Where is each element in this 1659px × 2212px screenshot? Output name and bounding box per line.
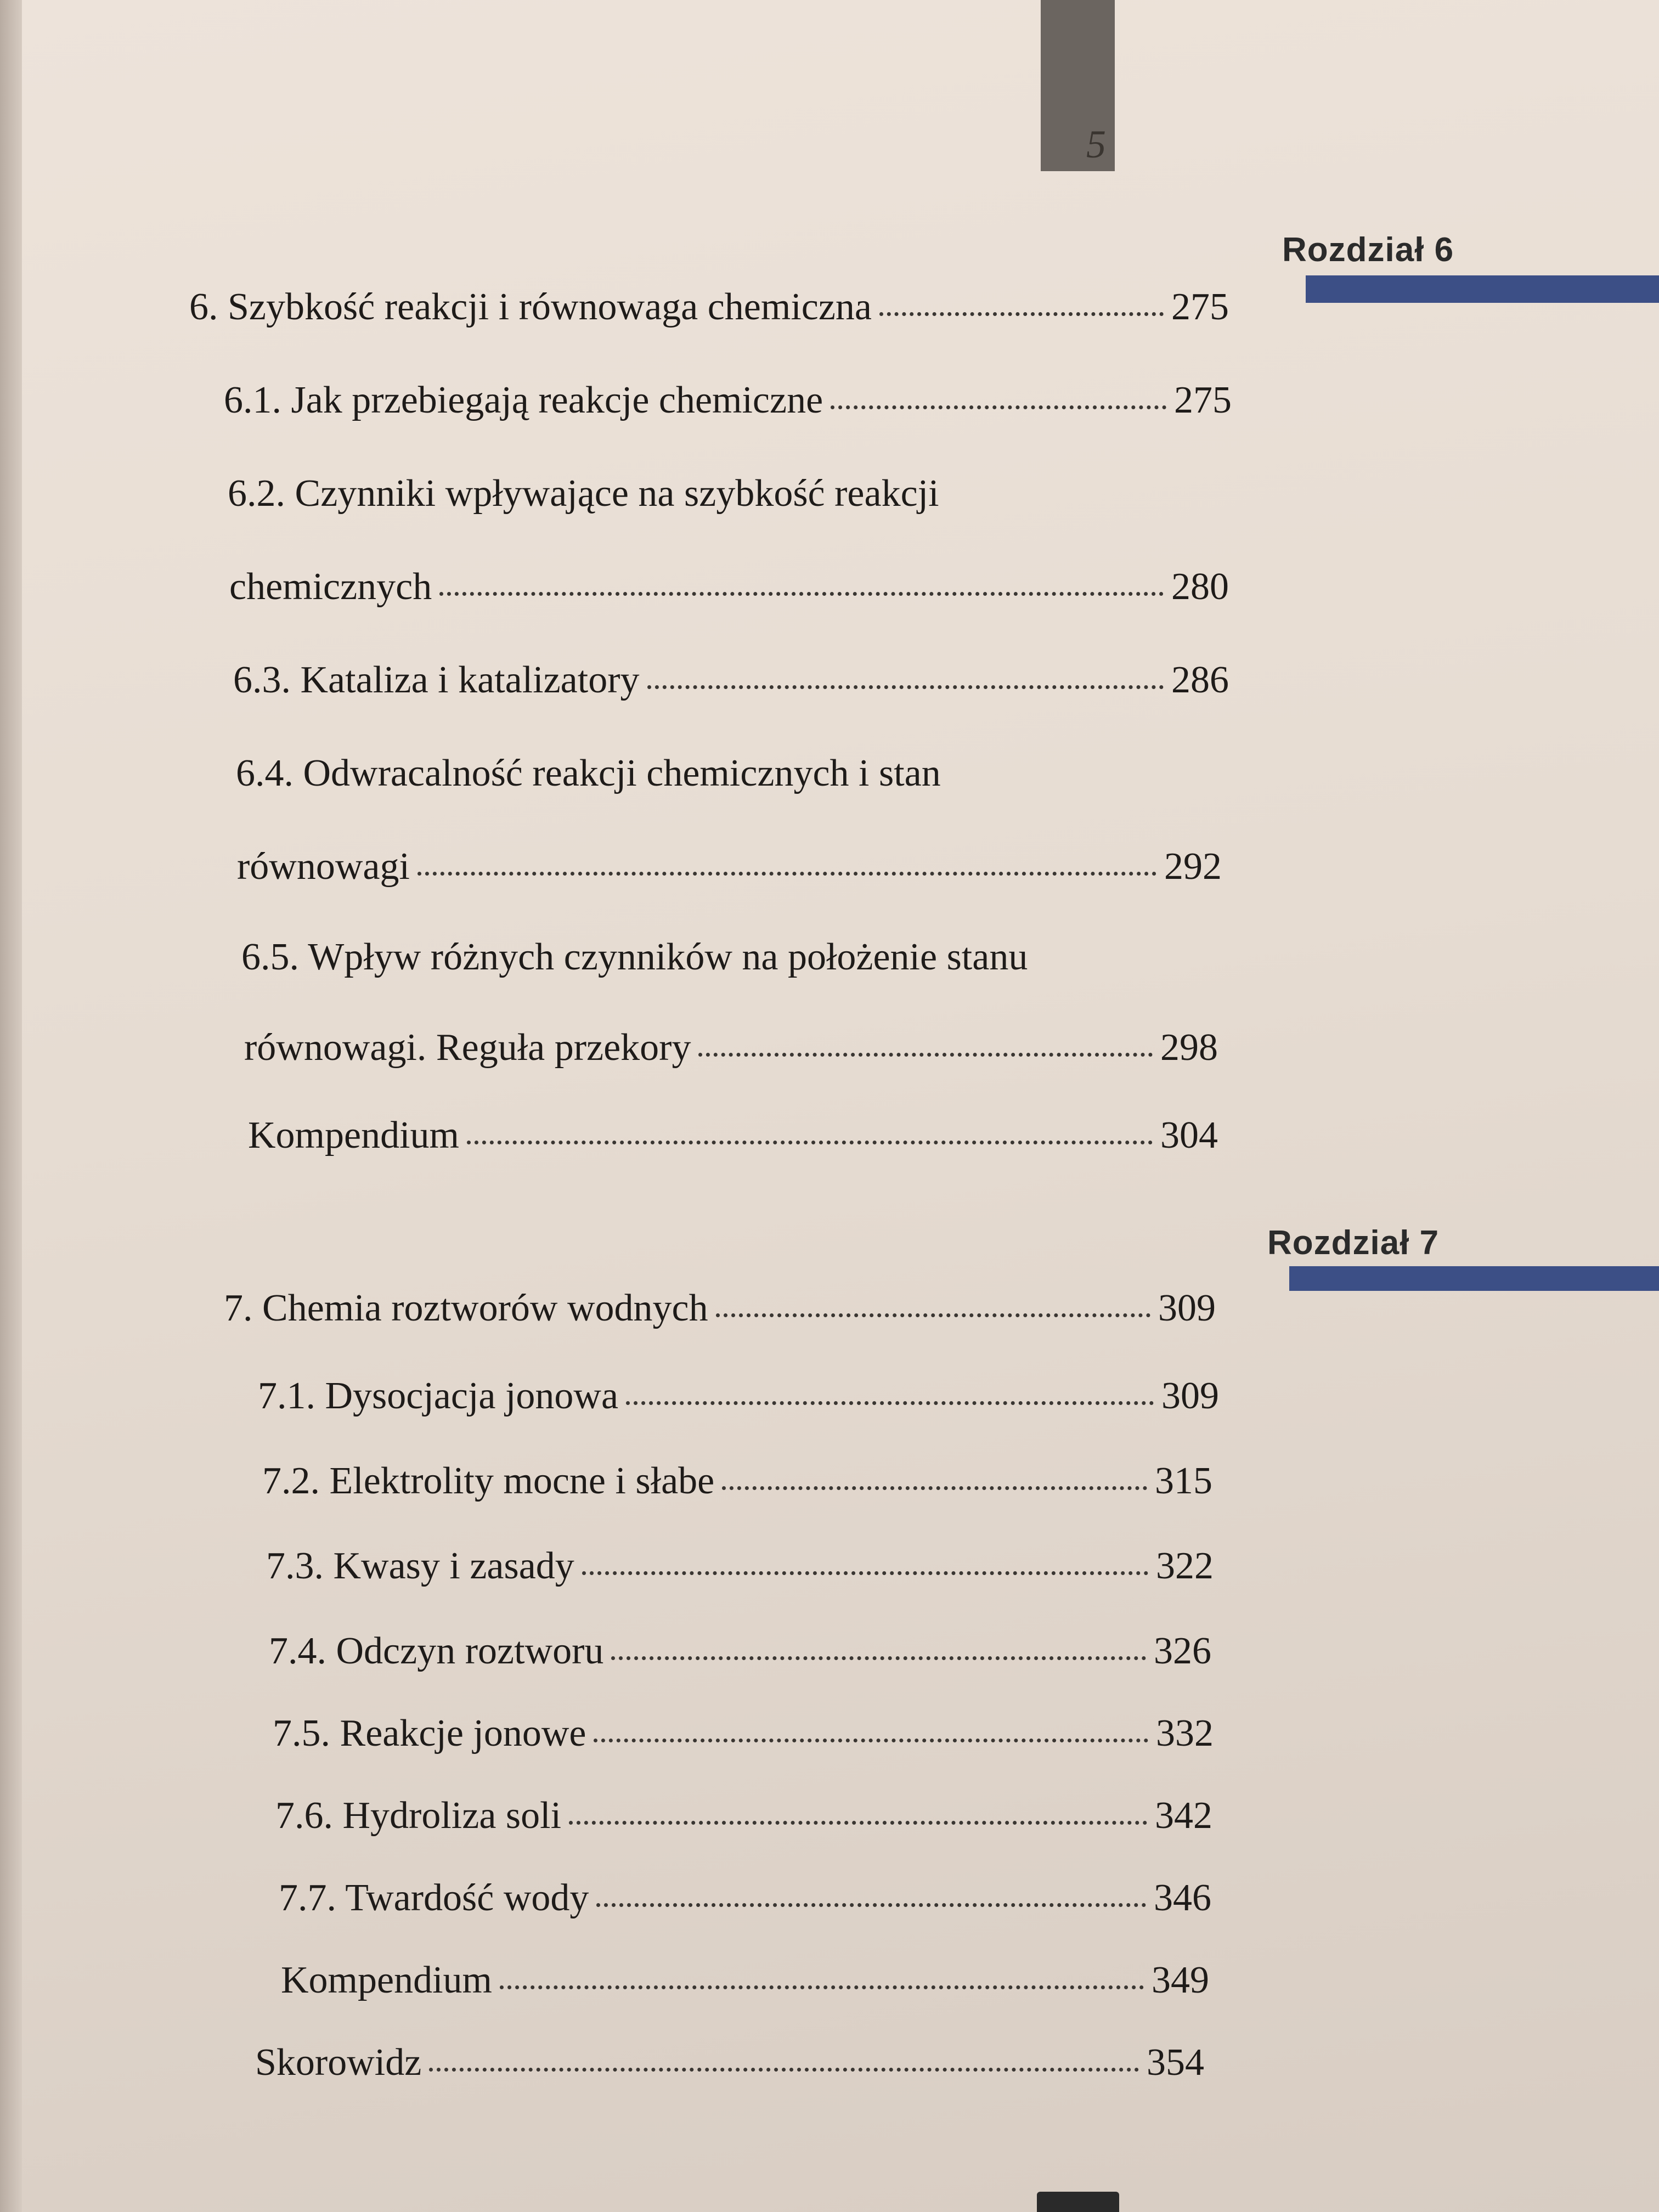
toc-row-6-kompendium [248,1114,1218,1158]
chapter-6-tag: Rozdział 6 [1282,231,1454,269]
toc-row-7-6 [275,1794,1212,1838]
leader-dots [594,1739,1148,1742]
toc-row-skorowidz [255,2041,1204,2085]
toc-row-7-5 [273,1712,1214,1756]
toc-page: 275 [1174,379,1232,421]
toc-row-7-1 [258,1374,1219,1418]
toc-page: 309 [1161,1375,1219,1417]
leader-dots [467,1141,1153,1144]
leader-dots [879,312,1164,316]
leader-dots [626,1401,1154,1405]
toc-row-6-2-line1: 6.2. Czynniki wpływające na szybkość reakcji [228,472,939,515]
leader-dots [500,1985,1144,1989]
toc-page: 280 [1171,566,1229,608]
toc-label: równowagi [237,845,410,888]
toc-row-7-3 [266,1544,1214,1588]
toc-page: 315 [1155,1460,1212,1502]
toc-page: 322 [1156,1545,1214,1587]
chapter-7-tag: Rozdział 7 [1267,1224,1440,1262]
toc-page: 349 [1152,1959,1209,2001]
leader-dots [716,1313,1150,1317]
toc-row-6-3 [233,658,1229,702]
toc-row-7-kompendium [281,1959,1209,2002]
toc-row-chapter-6 [189,285,1229,329]
toc-label: 7. Chemia roztworów wodnych [224,1287,708,1329]
toc-label: Kompendium [281,1959,492,2001]
toc-page: 326 [1154,1630,1211,1672]
toc-row-chapter-7 [224,1286,1216,1330]
toc-row-6-5-line1: 6.5. Wpływ różnych czynników na położenie stanu [241,936,1028,978]
toc-page: 332 [1156,1712,1214,1754]
toc-label: 7.7. Twardość wody [279,1877,589,1919]
page-number: 5 [1086,122,1106,166]
leader-dots [569,1821,1147,1825]
toc-label: 7.6. Hydroliza soli [275,1795,562,1837]
toc-page: 354 [1147,2041,1204,2084]
toc-label: 6. Szybkość reakcji i równowaga chemiczna [189,286,872,328]
toc-row-6-5 [244,1026,1218,1070]
toc-page: 309 [1158,1287,1216,1329]
leader-dots [439,592,1164,596]
toc-label: 6.1. Jak przebiegają reakcje chemiczne [224,379,823,421]
toc-page: 286 [1171,659,1229,701]
toc-row-6-4 [237,845,1222,889]
chapter-6-bar [1306,275,1659,303]
toc-page: 346 [1154,1877,1211,1919]
leader-dots [417,872,1156,876]
toc-row-7-7 [279,1876,1211,1920]
toc-row-6-4-line1: 6.4. Odwracalność reakcji chemicznych i stan [236,752,941,794]
toc-row-7-4 [269,1629,1211,1673]
toc-label: chemicznych [229,566,432,608]
toc-page: 292 [1164,845,1222,888]
toc-label: 6.3. Kataliza i katalizatory [233,659,640,701]
toc-page: 304 [1160,1114,1218,1156]
toc-page: 342 [1155,1795,1212,1837]
page-edge [0,0,22,2212]
leader-dots [647,685,1164,689]
leader-dots [582,1571,1148,1575]
toc-label: 7.4. Odczyn roztworu [269,1630,604,1672]
toc-label: 7.5. Reakcje jonowe [273,1712,586,1754]
leader-dots [831,405,1166,409]
toc-row-7-2 [262,1459,1212,1503]
toc-page: 298 [1160,1026,1218,1069]
leader-dots [698,1053,1153,1057]
toc-page: 275 [1171,286,1229,328]
leader-dots [722,1486,1147,1490]
bottom-logo-fragment [1037,2192,1119,2212]
leader-dots [596,1903,1146,1907]
toc-row-6-2 [229,565,1229,609]
toc-row-6-1 [224,379,1232,422]
toc-label: Skorowidz [255,2041,422,2084]
toc-label: 7.1. Dysocjacja jonowa [258,1375,619,1417]
toc-label: Kompendium [248,1114,459,1156]
leader-dots [429,2068,1139,2072]
leader-dots [611,1656,1146,1660]
toc-label: 7.3. Kwasy i zasady [266,1545,574,1587]
toc-label: równowagi. Reguła przekory [244,1026,691,1069]
toc-label: 7.2. Elektrolity mocne i słabe [262,1460,715,1502]
chapter-7-bar [1289,1266,1659,1291]
